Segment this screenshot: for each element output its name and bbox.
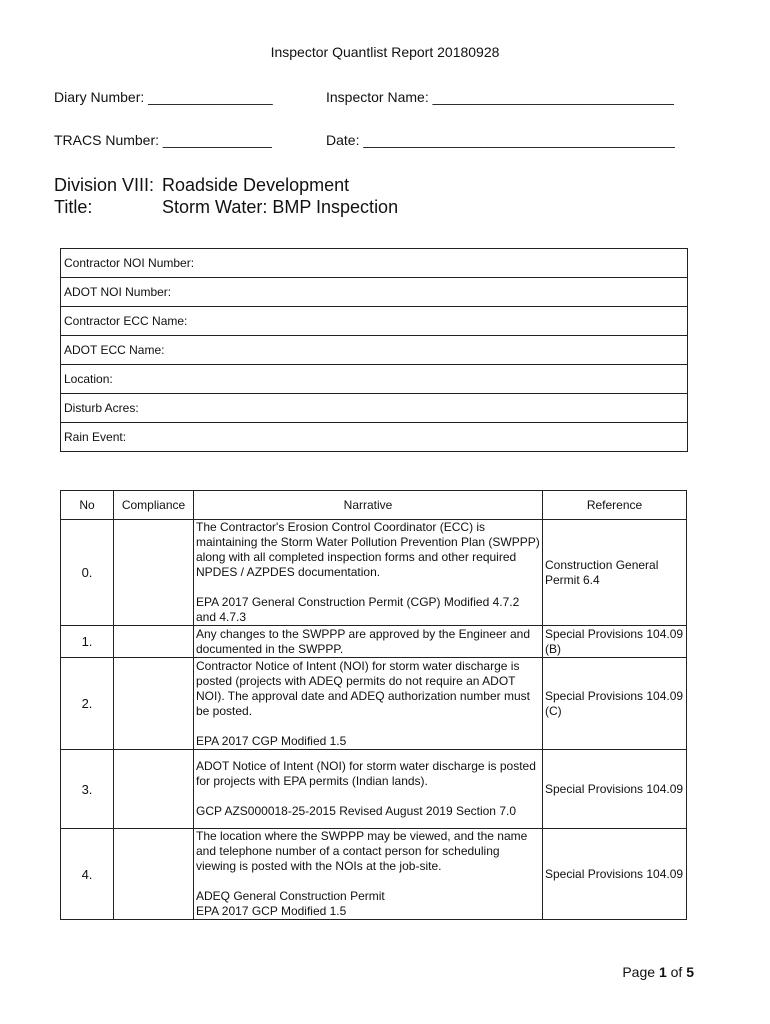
compliance-cell[interactable] — [114, 658, 194, 750]
division-value: Roadside Development — [162, 175, 350, 195]
tracs-number-field: TRACS Number: ______________ — [54, 132, 272, 148]
table-row — [61, 658, 687, 750]
table-row — [61, 829, 687, 920]
inspection-table — [60, 490, 687, 920]
narrative-cell: ADOT Notice of Intent (NOI) for storm water discharge is posted for projects with EPA permits (Indian lands). GCP AZS000018-25-2015 Revised August 2019 Section 7.0 — [194, 750, 543, 829]
reference-cell: Special Provisions 104.09 — [543, 829, 687, 920]
info-row — [61, 249, 688, 278]
disturb-acres-cell: Disturb Acres: — [61, 394, 688, 423]
compliance-cell[interactable] — [114, 750, 194, 829]
title-label: Title: — [54, 197, 93, 217]
narrative-cell: The location where the SWPPP may be viewed, and the name and telephone number of a contact person for scheduling viewing is posted with the NOIs at the job-site. ADEQ General Construction Permit EPA 2017 GCP Modified 1.5 — [194, 829, 543, 920]
page-current: 1 — [658, 964, 667, 980]
reference-cell: Special Provisions 104.09 (C) — [543, 658, 687, 750]
page-prefix: Page — [622, 964, 656, 980]
date-field: Date: ________________________________________ — [326, 132, 675, 148]
reference-cell: Construction General Permit 6.4 — [543, 520, 687, 626]
adot-ecc-cell: ADOT ECC Name: — [61, 336, 688, 365]
header-narrative: Narrative — [194, 491, 543, 520]
project-info-table — [60, 248, 688, 452]
inspector-name-field: Inspector Name: _______________________________ — [326, 89, 674, 105]
compliance-cell[interactable] — [114, 829, 194, 920]
location-cell: Location: — [61, 365, 688, 394]
info-row — [61, 365, 688, 394]
reference-cell: Special Provisions 104.09 — [543, 750, 687, 829]
info-row — [61, 394, 688, 423]
row-number: 1. — [61, 626, 114, 658]
header-reference: Reference — [543, 491, 687, 520]
compliance-cell[interactable] — [114, 520, 194, 626]
page-total: 5 — [686, 964, 694, 980]
narrative-cell: Contractor Notice of Intent (NOI) for storm water discharge is posted (projects with ADEQ permits do not require an ADOT NOI). The approval date and ADEQ authorization number must be posted. EPA 2017 CGP Modified 1.5 — [194, 658, 543, 750]
info-row — [61, 278, 688, 307]
table-row — [61, 520, 687, 626]
compliance-cell[interactable] — [114, 626, 194, 658]
row-number: 2. — [61, 658, 114, 750]
info-row — [61, 307, 688, 336]
table-header-row — [61, 491, 687, 520]
row-number: 0. — [61, 520, 114, 626]
reference-cell: Special Provisions 104.09 (B) — [543, 626, 687, 658]
header-compliance: Compliance — [114, 491, 194, 520]
page-of: of — [670, 964, 683, 980]
table-row — [61, 750, 687, 829]
page-indicator — [622, 964, 694, 980]
narrative-cell: The Contractor's Erosion Control Coordinator (ECC) is maintaining the Storm Water Pollution Prevention Plan (SWPPP) along with all completed inspection forms and other required NPDES / AZPDES documentation. EPA 2017 General Construction Permit (CGP) Modified 4.7.2 and 4.7.3 — [194, 520, 543, 626]
info-row — [61, 423, 688, 452]
header-no: No — [61, 491, 114, 520]
info-row — [61, 336, 688, 365]
contractor-noi-cell: Contractor NOI Number: — [61, 249, 688, 278]
rain-event-cell: Rain Event: — [61, 423, 688, 452]
row-number: 3. — [61, 750, 114, 829]
report-title: Inspector Quantlist Report 20180928 — [270, 44, 500, 60]
narrative-cell: Any changes to the SWPPP are approved by the Engineer and documented in the SWPPP. — [194, 626, 543, 658]
adot-noi-cell: ADOT NOI Number: — [61, 278, 688, 307]
title-value: Storm Water: BMP Inspection — [162, 197, 399, 217]
diary-number-field: Diary Number: ________________ — [54, 89, 273, 105]
division-label: Division VIII: — [54, 175, 155, 195]
row-number: 4. — [61, 829, 114, 920]
contractor-ecc-cell: Contractor ECC Name: — [61, 307, 688, 336]
table-row — [61, 626, 687, 658]
